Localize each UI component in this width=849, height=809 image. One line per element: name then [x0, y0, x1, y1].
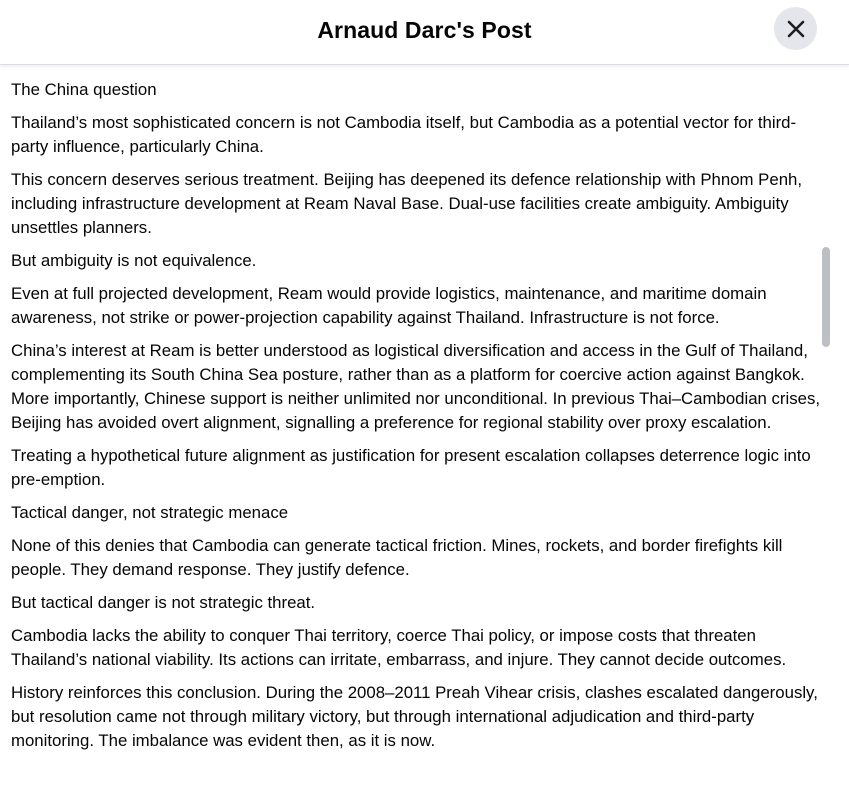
- scrollbar-thumb[interactable]: [822, 247, 830, 347]
- dialog-header: [0, 0, 849, 65]
- post-paragraph: The China question: [11, 80, 157, 99]
- post-body: [0, 65, 826, 753]
- post-paragraph: Treating a hypothetical future alignment as justification for present escalation collapses deterrence logic into pre-emption.: [11, 446, 811, 489]
- post-content-scroll-area[interactable]: [0, 65, 836, 809]
- post-paragraph: None of this denies that Cambodia can generate tactical friction. Mines, rockets, and border firefights kill people. They demand response. They justify defence.: [11, 536, 783, 579]
- post-paragraph: Cambodia lacks the ability to conquer Thai territory, coerce Thai policy, or impose costs that threaten Thailand’s national viability. Its actions can irritate, embarrass, and injure. They cannot decide outcomes.: [11, 626, 787, 669]
- post-paragraph: China’s interest at Ream is better understood as logistical diversification and access in the Gulf of Thailand, complementing its South China Sea posture, rather than as a platform for coercive action against Bangkok. More importantly, Chinese support is neither unlimited nor unconditional. In previous Thai–Cambodian crises, Beijing has avoided overt alignment, signalling a preference for regional stability over proxy escalation.: [11, 341, 821, 432]
- scrollbar-track[interactable]: [836, 65, 849, 809]
- post-paragraph: This concern deserves serious treatment. Beijing has deepened its defence relationship with Phnom Penh, including infrastructure development at Ream Naval Base. Dual-use facilities create ambiguity. Ambiguity unsettles planners.: [11, 170, 803, 237]
- close-button[interactable]: [774, 7, 817, 50]
- post-paragraph: Even at full projected development, Ream would provide logistics, maintenance, and maritime domain awareness, not strike or power-projection capability against Thailand. Infrastructure is not force.: [11, 284, 767, 327]
- post-paragraph: But tactical danger is not strategic threat.: [11, 593, 316, 612]
- post-paragraph: Thailand’s most sophisticated concern is not Cambodia itself, but Cambodia as a potential vector for third-party influence, particularly China.: [11, 113, 797, 156]
- close-icon: [786, 19, 806, 39]
- post-paragraph: But ambiguity is not equivalence.: [11, 251, 257, 270]
- dialog-title: Arnaud Darc's Post: [317, 17, 532, 43]
- post-paragraph: History reinforces this conclusion. During the 2008–2011 Preah Vihear crisis, clashes escalated dangerously, but resolution came not through military victory, but through international adjudication and third-party monitoring. The imbalance was evident then, as it is now.: [11, 683, 818, 750]
- post-paragraph: Tactical danger, not strategic menace: [11, 503, 289, 522]
